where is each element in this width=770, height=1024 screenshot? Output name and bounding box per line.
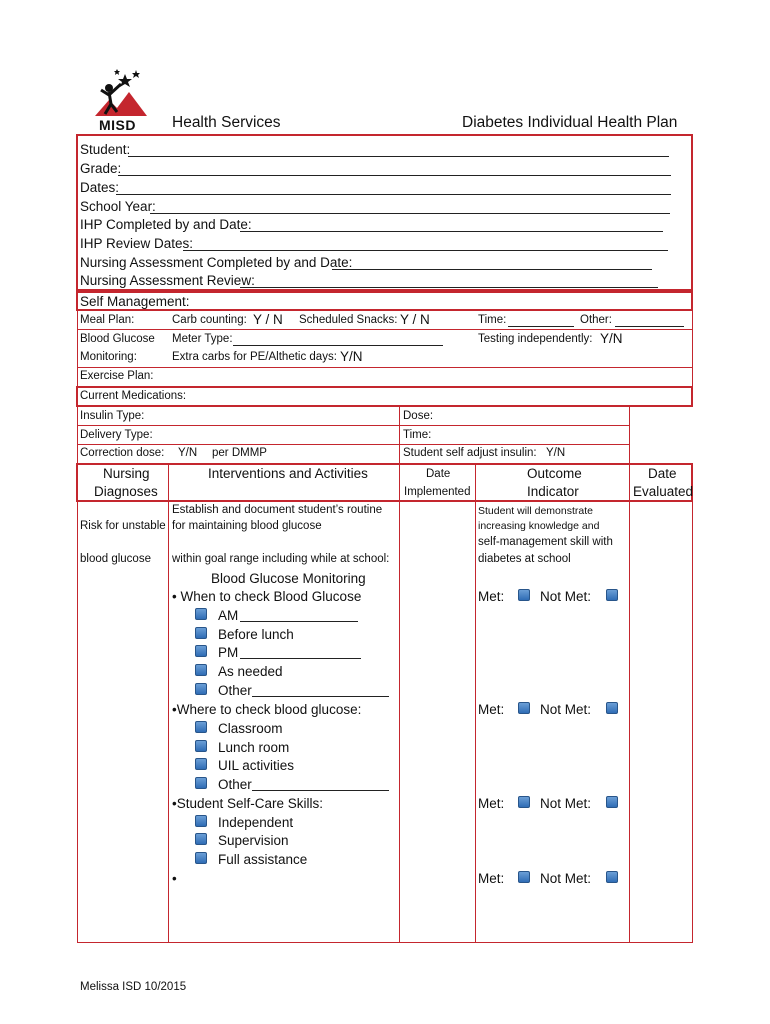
outcome-line-3: self-management skill with bbox=[478, 536, 613, 548]
when-before-lunch-label: Before lunch bbox=[218, 627, 294, 642]
field-nursing-completed: Nursing Assessment Completed by and Date: bbox=[80, 255, 353, 270]
header-indicator: Indicator bbox=[527, 484, 579, 499]
header-nursing: Nursing bbox=[103, 466, 150, 481]
when-pm-checkbox[interactable] bbox=[195, 645, 207, 657]
meds-right-border bbox=[629, 407, 630, 464]
meds-divider-1 bbox=[77, 425, 630, 426]
field-student-line[interactable] bbox=[128, 156, 669, 157]
header-col-divider-4 bbox=[629, 464, 630, 501]
carb-counting-yn[interactable]: Y / N bbox=[253, 312, 283, 327]
skill-full-assistance-checkbox[interactable] bbox=[195, 852, 207, 864]
meds-middle-border bbox=[399, 407, 400, 464]
meter-type-label: Meter Type: bbox=[172, 333, 233, 345]
body-col-divider-3 bbox=[475, 502, 476, 943]
time-label: Time: bbox=[478, 314, 507, 326]
field-ihp-review: IHP Review Dates: bbox=[80, 236, 194, 251]
time-line[interactable] bbox=[508, 326, 574, 327]
body-right-border bbox=[692, 502, 693, 943]
self-care-skills-title: •Student Self-Care Skills: bbox=[172, 796, 324, 811]
skill-supervision-label: Supervision bbox=[218, 833, 289, 848]
body-col-divider-1 bbox=[168, 502, 169, 943]
body-left-border bbox=[77, 502, 78, 943]
field-grade: Grade: bbox=[80, 161, 122, 176]
not-met-label: Not Met: bbox=[540, 871, 592, 886]
header-col-divider-3 bbox=[475, 464, 476, 501]
met-label: Met: bbox=[478, 796, 505, 811]
carb-counting-label: Carb counting: bbox=[172, 314, 247, 326]
field-school-year-line[interactable] bbox=[150, 213, 670, 214]
when-am-checkbox[interactable] bbox=[195, 608, 207, 620]
meal-plan-label: Meal Plan: bbox=[80, 314, 135, 326]
correction-dose-label: Correction dose: bbox=[80, 447, 165, 459]
field-ihp-completed-line[interactable] bbox=[240, 231, 663, 232]
when-other-line[interactable] bbox=[252, 696, 389, 697]
header-col-divider-2 bbox=[399, 464, 400, 501]
met-label: Met: bbox=[478, 702, 505, 717]
met-checkbox[interactable] bbox=[518, 702, 530, 714]
header-left-title: Health Services bbox=[172, 114, 281, 131]
where-uil-checkbox[interactable] bbox=[195, 758, 207, 770]
field-ihp-completed: IHP Completed by and Date: bbox=[80, 217, 252, 232]
when-as-needed-checkbox[interactable] bbox=[195, 664, 207, 676]
body-bottom-border bbox=[77, 942, 693, 943]
not-met-checkbox[interactable] bbox=[606, 871, 618, 883]
skill-supervision-checkbox[interactable] bbox=[195, 833, 207, 845]
where-lunch-room-label: Lunch room bbox=[218, 740, 290, 755]
where-to-check-title: •Where to check blood glucose: bbox=[172, 702, 362, 717]
self-management-divider-2 bbox=[77, 367, 693, 368]
header-outcome: Outcome bbox=[527, 466, 582, 481]
self-management-left-border bbox=[77, 311, 78, 387]
header-diagnoses: Diagnoses bbox=[94, 484, 158, 499]
self-management-heading: Self Management: bbox=[80, 294, 190, 309]
header-interventions: Interventions and Activities bbox=[208, 466, 368, 481]
extra-carbs-yn[interactable]: Y/N bbox=[340, 349, 363, 364]
where-other-checkbox[interactable] bbox=[195, 777, 207, 789]
insulin-type-label: Insulin Type: bbox=[80, 410, 145, 422]
when-as-needed-label: As needed bbox=[218, 664, 283, 679]
when-pm-line[interactable] bbox=[240, 658, 361, 659]
when-am-line[interactable] bbox=[240, 621, 358, 622]
header-date-implemented-1: Date bbox=[426, 468, 451, 480]
where-other-label: Other bbox=[218, 777, 252, 792]
self-management-right-border bbox=[692, 311, 693, 387]
when-am-label: AM bbox=[218, 608, 239, 623]
diagnosis-line-2: blood glucose bbox=[80, 553, 151, 565]
not-met-checkbox[interactable] bbox=[606, 796, 618, 808]
not-met-label: Not Met: bbox=[540, 702, 592, 717]
header-date-implemented-2: Implemented bbox=[404, 486, 471, 498]
testing-independently-label: Testing independently: bbox=[478, 333, 593, 345]
other-line[interactable] bbox=[615, 326, 684, 327]
scheduled-snacks-yn[interactable]: Y / N bbox=[400, 312, 430, 327]
not-met-label: Not Met: bbox=[540, 796, 592, 811]
field-nursing-completed-line[interactable] bbox=[332, 269, 652, 270]
dose-label: Dose: bbox=[403, 410, 434, 422]
medications-heading: Current Medications: bbox=[80, 390, 187, 402]
met-label: Met: bbox=[478, 589, 505, 604]
skill-independent-label: Independent bbox=[218, 815, 294, 830]
testing-independently-yn[interactable]: Y/N bbox=[600, 331, 623, 346]
not-met-checkbox[interactable] bbox=[606, 702, 618, 714]
field-student: Student: bbox=[80, 142, 131, 157]
footer-text: Melissa ISD 10/2015 bbox=[80, 981, 187, 993]
met-label: Met: bbox=[478, 871, 505, 886]
header-col-divider-1 bbox=[168, 464, 169, 501]
header-right-title: Diabetes Individual Health Plan bbox=[462, 114, 678, 131]
met-checkbox[interactable] bbox=[518, 871, 530, 883]
field-ihp-review-line[interactable] bbox=[183, 250, 668, 251]
where-lunch-room-checkbox[interactable] bbox=[195, 740, 207, 752]
body-col-divider-2 bbox=[399, 502, 400, 943]
diagnosis-line-1: Risk for unstable bbox=[80, 520, 166, 532]
last-bullet: • bbox=[172, 871, 177, 886]
field-nursing-review: Nursing Assessment Review: bbox=[80, 273, 255, 288]
self-management-divider-1 bbox=[77, 329, 693, 330]
field-nursing-review-line[interactable] bbox=[240, 287, 658, 288]
header-date-eval-2: Evaluated bbox=[633, 484, 694, 499]
logo-text: MISD bbox=[99, 117, 136, 133]
intervention-line-2: for maintaining blood glucose bbox=[172, 520, 322, 532]
where-uil-label: UIL activities bbox=[218, 758, 295, 773]
met-checkbox[interactable] bbox=[518, 796, 530, 808]
delivery-type-label: Delivery Type: bbox=[80, 429, 153, 441]
blood-glucose-label: Blood Glucose bbox=[80, 333, 155, 345]
bgm-title: Blood Glucose Monitoring bbox=[211, 571, 366, 586]
field-dates: Dates: bbox=[80, 180, 120, 195]
when-before-lunch-checkbox[interactable] bbox=[195, 627, 207, 639]
field-grade-line[interactable] bbox=[118, 175, 671, 176]
correction-dose-yn[interactable]: Y/N bbox=[178, 447, 198, 459]
outcome-line-2: increasing knowledge and bbox=[478, 520, 600, 532]
field-school-year: School Year: bbox=[80, 199, 156, 214]
extra-carbs-label: Extra carbs for PE/Althetic days: bbox=[172, 351, 337, 363]
meds-divider-2 bbox=[77, 444, 630, 445]
header-date-eval-1: Date bbox=[648, 466, 677, 481]
where-classroom-label: Classroom bbox=[218, 721, 283, 736]
outcome-line-1: Student will demonstrate bbox=[478, 505, 593, 517]
skill-full-assistance-label: Full assistance bbox=[218, 852, 308, 867]
when-pm-label: PM bbox=[218, 645, 239, 660]
other-label: Other: bbox=[580, 314, 612, 326]
where-other-line[interactable] bbox=[252, 790, 389, 791]
when-other-label: Other bbox=[218, 683, 252, 698]
per-dmmp-label: per DMMP bbox=[212, 447, 267, 459]
met-checkbox[interactable] bbox=[518, 589, 530, 601]
scheduled-snacks-label: Scheduled Snacks: bbox=[299, 314, 398, 326]
not-met-checkbox[interactable] bbox=[606, 589, 618, 601]
when-other-checkbox[interactable] bbox=[195, 683, 207, 695]
body-col-divider-4 bbox=[629, 502, 630, 943]
outcome-line-4: diabetes at school bbox=[478, 553, 571, 565]
self-adjust-yn[interactable]: Y/N bbox=[546, 447, 566, 459]
exercise-plan-label: Exercise Plan: bbox=[80, 370, 154, 382]
when-to-check-title: • When to check Blood Glucose bbox=[172, 589, 362, 604]
monitoring-label: Monitoring: bbox=[80, 351, 137, 363]
field-dates-line[interactable] bbox=[116, 194, 671, 195]
self-adjust-label: Student self adjust insulin: bbox=[403, 447, 537, 459]
skill-independent-checkbox[interactable] bbox=[195, 815, 207, 827]
meter-type-line[interactable] bbox=[233, 345, 443, 346]
med-time-label: Time: bbox=[403, 429, 432, 441]
not-met-label: Not Met: bbox=[540, 589, 592, 604]
intervention-line-3: within goal range including while at school: bbox=[172, 553, 390, 565]
intervention-line-1: Establish and document student’s routine bbox=[172, 504, 383, 516]
where-classroom-checkbox[interactable] bbox=[195, 721, 207, 733]
meds-left-border bbox=[77, 407, 78, 464]
